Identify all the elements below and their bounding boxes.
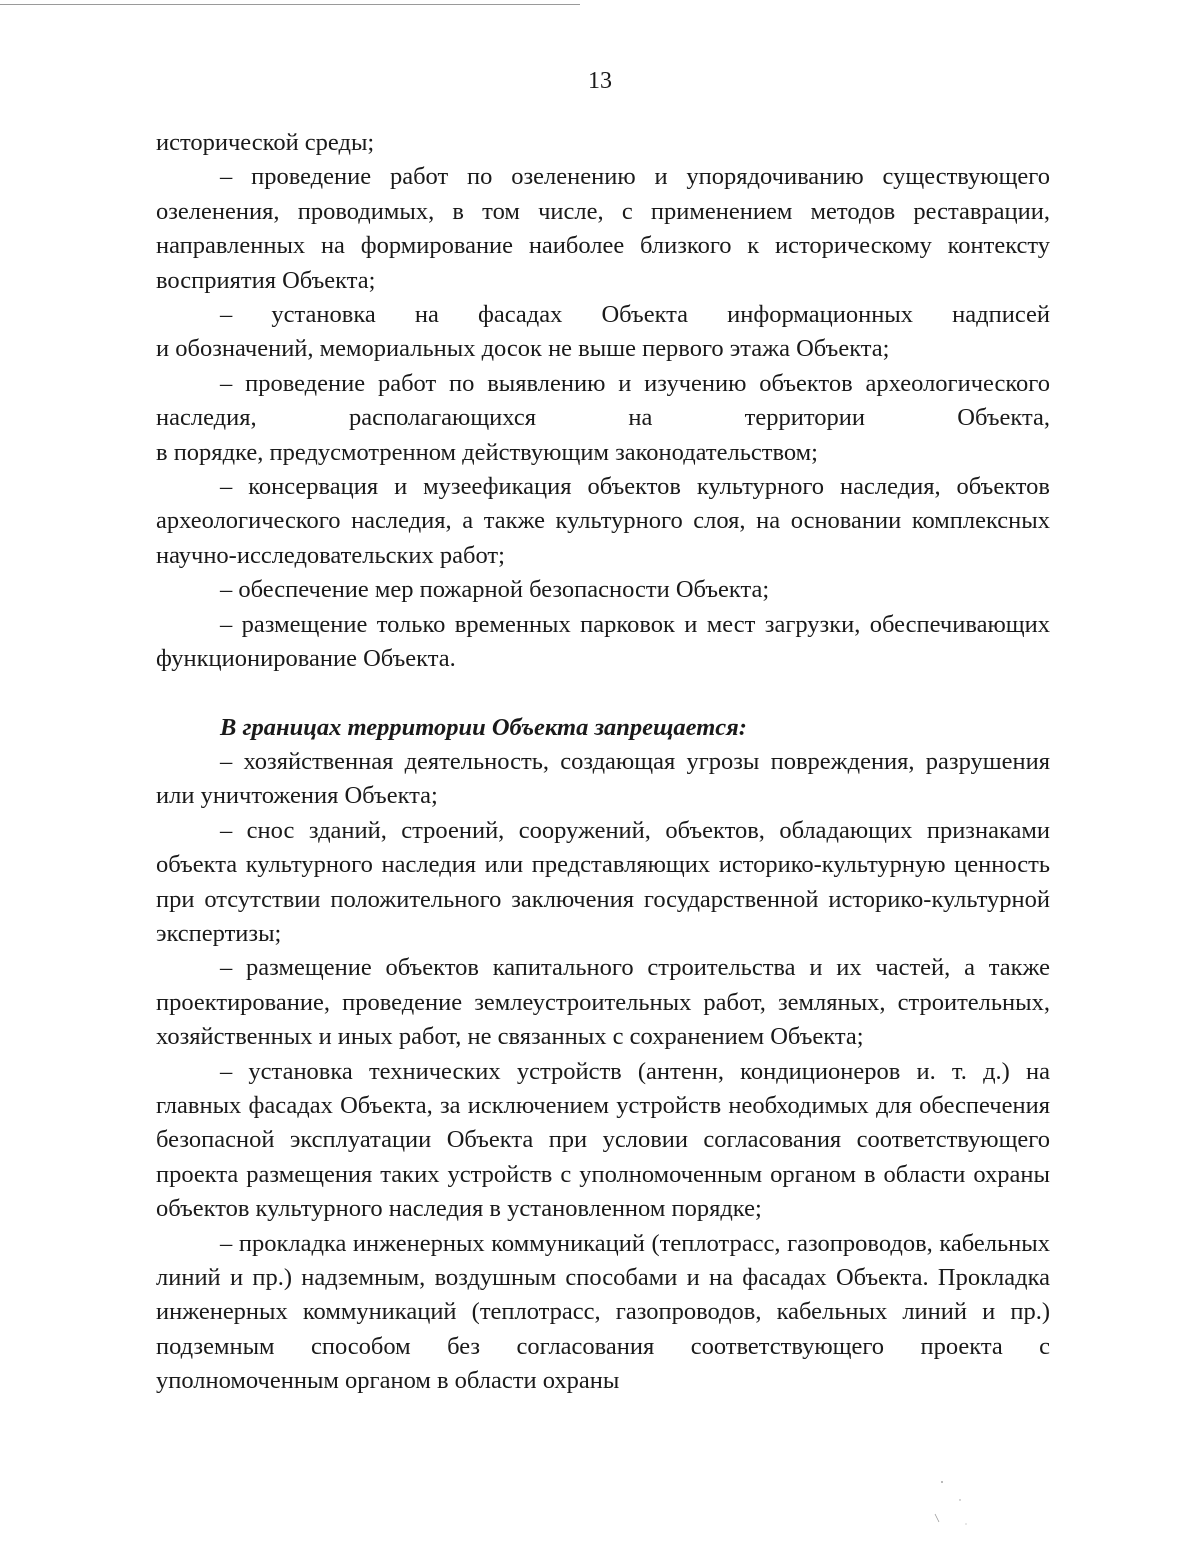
document-body xyxy=(156,126,1050,1399)
list-item-demolition: – снос зданий, строений, сооружений, объектов, обладающих признаками объекта культурного наследия или представляющих историко-культурную ценность при отсутствии положительного заключения государственной историко-культурной экспертизы; xyxy=(156,816,1050,947)
list-item-archaeology-survey-continued: в порядке, предусмотренном действующим законодательством; xyxy=(156,438,818,466)
list-item-signage: – установка на фасадах Объекта информационных надписей xyxy=(220,301,1050,329)
page-number: 13 xyxy=(588,68,612,94)
paragraph-continuation: исторической среды; xyxy=(156,129,375,156)
list-item-temporary-parking: – размещение только временных парковок и мест загрузки, обеспечивающих функционирование Объекта. xyxy=(156,610,1050,673)
list-item-archaeology-survey: – проведение работ по выявлению и изучению объектов археологического наследия, располагающихся на территории Объекта, xyxy=(156,369,1050,432)
section-heading-prohibited: В границах территории Объекта запрещается: xyxy=(220,713,747,741)
scan-edge-line xyxy=(0,4,580,5)
list-item-technical-devices: – установка технических устройств (антенн, кондиционеров и. т. д.) на главных фасадах Объекта, за исключением устройств необходимых для обеспечения безопасной эксплуатации Объекта при условии согласования соответствующего проекта размещения таких устройств с уполномоченным органом в области охраны объектов культурного наследия в установленном порядке; xyxy=(156,1057,1050,1223)
list-item-fire-safety: – обеспечение мер пожарной безопасности Объекта; xyxy=(220,576,770,604)
list-item-economic-activity: – хозяйственная деятельность, создающая угрозы повреждения, разрушения или уничтожения Объекта; xyxy=(156,747,1050,810)
scan-specks xyxy=(926,1478,976,1528)
list-item-conservation: – консервация и музеефикация объектов культурного наследия, объектов археологического наследия, а также культурного слоя, на основании комплексных научно-исследовательских работ; xyxy=(156,473,1050,569)
list-item-signage-continued: и обозначений, мемориальных досок не выше первого этажа Объекта; xyxy=(156,335,890,363)
list-item-construction: – размещение объектов капитального строительства и их частей, а также проектирование, проведение землеустроительных работ, земляных, строительных, хозяйственных и иных работ, не связанных с сохранением Объекта; xyxy=(156,954,1050,1051)
list-item-utility-lines: – прокладка инженерных коммуникаций (теплотрасс, газопроводов, кабельных линий и пр.) надземным, воздушным способами и на фасадах Объекта. Прокладка инженерных коммуникаций (теплотрасс, газопроводов, кабельных линий и пр.) подземным способом без согласования соответствующего проекта с уполномоченным органом в области охраны xyxy=(156,1229,1050,1395)
list-item-greening: – проведение работ по озеленению и упорядочиванию существующего озеленения, проводимых, в том числе, с применением методов реставрации, направленных на формирование наиболее близкого к историческому контексту восприятия Объекта; xyxy=(156,163,1050,294)
